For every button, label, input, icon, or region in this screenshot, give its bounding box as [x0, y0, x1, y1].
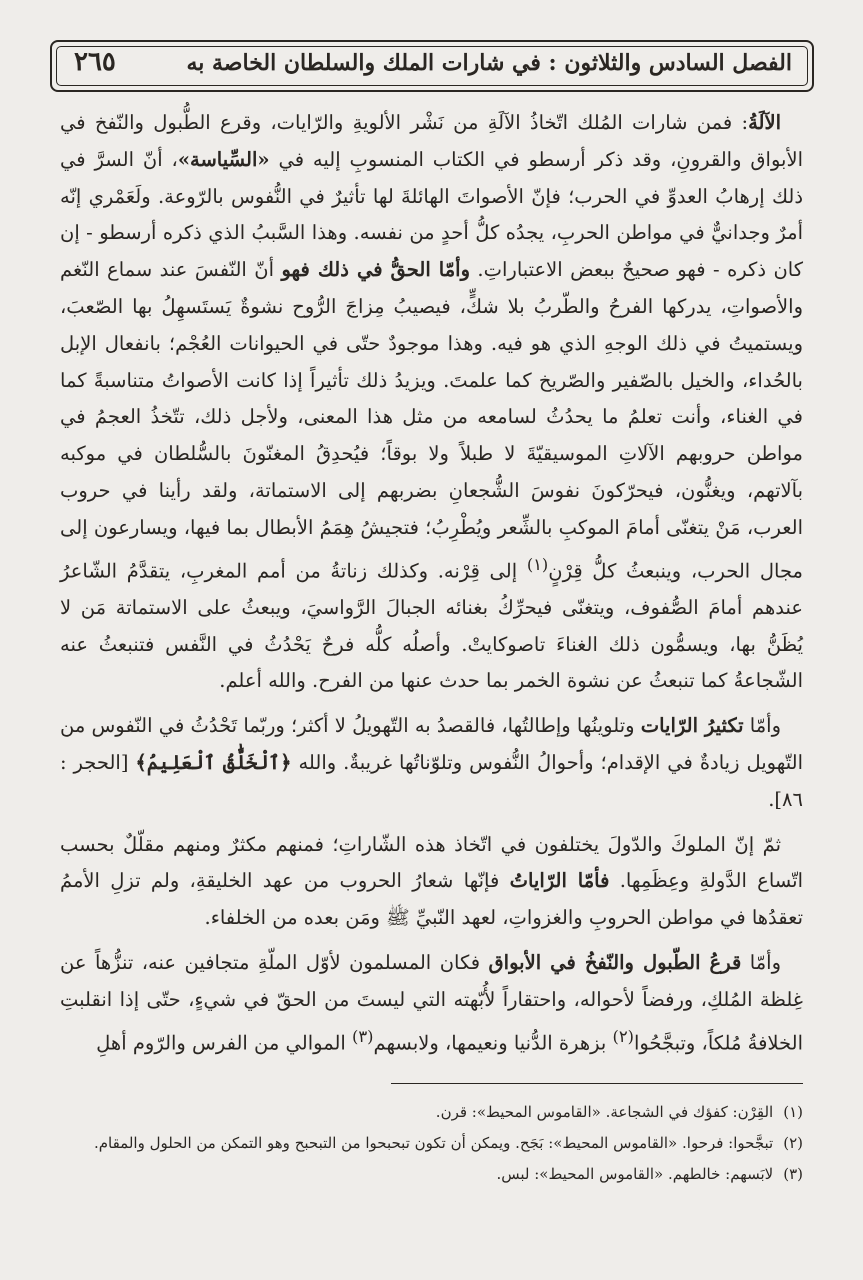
footnote-text: تبجَّحوا: فرحوا. «القاموس المحيط»: بَجَح. ويمكن أن تكون تبحبحوا من التبحبح وهو التمكن من الحلول والمقام. [93, 1134, 774, 1152]
book-title: «السِّياسة» [177, 147, 270, 171]
paragraph-4-text-b: فكان المسلمون لأوّل الملّةِ متجافين عنه، تنزُّهاً عن غِلظة المُلكِ، ورفضاً لأحواله، واحتقاراً لأُبّهته التي ليستَ من الحقّ في شيءٍ، حتّى إذا انقلبتِ الخلافةُ مُلكاً، وتبجَّحُوا [60, 951, 803, 1055]
page-number: ٢٦٥ [74, 47, 116, 77]
quran-quote: ﴿ٱلْخَلَّٰقُ ٱلْعَلِيمُ﴾ [135, 751, 292, 775]
emphasis-phrase: قرعُ الطّبول والنّفخُ في الأبواق [488, 951, 742, 975]
emphasis-phrase: تكثيرُ الرّايات [640, 714, 744, 738]
paragraph-2-text-a: وأمّا [743, 714, 781, 738]
paragraph-1-text-b: ، أنّ السرَّ في ذلك إرهابُ العدوِّ في الحرب؛ فإنّ الأصواتَ الهائلةَ لها تأثيرٌ في النُّفوس بالرّوعة. ولَعَمْري إنّه أمرٌ وجدانيٌّ في مواطن الحربِ، يجدُه كلُّ أحدٍ من نفسه. وهذا السَّببُ الذي ذكره أرسطو - إن كان ذكره - فهو صحيحٌ ببعض الاعتباراتِ. [60, 147, 803, 282]
footnotes [60, 1098, 803, 1191]
footnote-marker-2: (٢) [612, 1026, 634, 1046]
main-text [60, 105, 803, 1070]
footnote [60, 1098, 803, 1126]
paragraph-3-text-a: ثمّ إنّ الملوكَ والدّولَ يختلفون في اتّخاذ هذه الشّاراتِ؛ فمنهم مكثرٌ ومنهم مقلّلٌ بحسب اتّساع الدَّولةِ وعِظَمِها. [60, 832, 803, 893]
footnote-number: (٢) [783, 1134, 803, 1152]
footnote-marker-1: (١) [526, 554, 549, 574]
paragraph-4-text-d: الموالي من الفرس والرّوم أهلِ [96, 1031, 353, 1055]
paragraph-4 [60, 945, 803, 1062]
emphasis-phrase: وأمّا الحقُّ في ذلك فهو [281, 258, 470, 282]
paragraph-3-text-b: فإنّها شعارُ الحروب من عهد الخليقةِ، ولم تزلِ الأممُ تعقدُها في مواطن الحروبِ والغزواتِ، لعهد النّبيِّ ﷺ ومَن بعده من الخلفاء. [60, 869, 803, 930]
paragraph-3 [60, 827, 803, 937]
paragraph-1-text-c: أنّ النّفسَ عند سماع النّغم والأصواتِ، يدركها الفرحُ والطّربُ بلا شكٍّ، فيصيبُ مِزاجَ الرُّوح نشوةٌ يَستَسهِلُ بها الصّعبَ، ويستميتُ في ذلك الوجهِ الذي هو فيه. وهذا موجودٌ حتّى في الحيوانات العُجْم؛ بانفعال الإبل بالحُداء، والخيل بالصّفير والصّريخ كما علمتَ. ويزيدُ ذلك تأثيراً إذا كانت الأصواتُ متناسبةً كما في الغناء، وأنت تعلمُ ما يحدُثُ لسامعه من مثل هذا المعنى، ولأجل ذلك، تتّخذُ العجمُ في مواطن حروبهم الآلاتِ الموسيقيّةَ لا طبلاً ولا بوقاً؛ فيُحدِقُ المغنّونَ بالسُّلطان في موكبه بآلاتهم، ويغنُّون، فيحرّكونَ نفوسَ الشُّجعانِ بضربهم إلى الاستماتة، ولقد رأينا في حروب العرب، مَنْ يتغنّى أمامَ الموكبِ بالشِّعر ويُطْرِبُ؛ فتجيشُ هِمَمُ الأبطال بما فيها، ويسارعون إلى مجال الحرب، وينبعثُ كلُّ قِرْنٍ [60, 258, 803, 583]
paragraph-4-text-c: بزهرة الدُّنيا ونعيمها، ولابسهم [373, 1031, 613, 1055]
footnote-divider [391, 1083, 803, 1084]
paragraph-2-text-b: وتلوينُها وإطالتُها، فالقصدُ به التّهويلُ لا أكثر؛ وربّما تَحْدُثُ في النّفوس من التّهويل زيادةٌ في الإقدام؛ وأحوالُ النُّفوس وتلوّناتُها غريبةٌ. والله [60, 714, 803, 775]
footnote-text: القِرْن: كفؤك في الشجاعة. «القاموس المحيط»: قرن. [435, 1103, 774, 1121]
paragraph-1-text-a: : فمن شارات المُلك اتّخاذُ الآلَةِ من نَشْر الألويةِ والرّايات، وقرع الطُّبول والنّفخ في الأبواق والقرونِ، وقد ذكر أرسطو في الكتاب المنسوبِ إليه في [60, 111, 803, 171]
footnote-text: لابَسهم: خالطهم. «القاموس المحيط»: لبس. [496, 1165, 774, 1183]
running-title: الفصل السادس والثلاثون : في شارات الملك والسلطان الخاصة به [186, 50, 792, 76]
footnote-number: (١) [783, 1103, 803, 1121]
footnote-number: (٣) [783, 1165, 803, 1183]
footnote [60, 1160, 803, 1188]
footnote [60, 1129, 803, 1157]
running-header [50, 40, 814, 92]
paragraph-2 [60, 708, 803, 818]
paragraph-1-text-d: إلى قِرْنه. وكذلك زناتةُ من أمم المغربِ، يتقدَّمُ الشّاعرُ عندهم أمامَ الصُّفوف، ويتغنّى فيحرِّكُ بغنائه الجبالَ الرَّواسيَ، ويبعثُ على الاستماتة مَن لا يُظَنُّ بها، ويسمُّون ذلك الغناءَ تاصوكايتْ. وأصلُه كلُّه فرحٌ يَحْدُثُ في النَّفس فتنبعثُ عنه الشّجاعةُ كما تنبعثُ عن نشوة الخمر بما حدث عنها من الفرح. والله أعلم. [60, 559, 803, 693]
paragraph-4-text-a: وأمّا [741, 951, 781, 975]
emphasis-phrase: فأمّا الرّاياتُ [509, 869, 610, 893]
section-term: الآلَةُ [748, 111, 781, 134]
paragraph-1 [60, 105, 803, 700]
quran-citation: [الحجر : ٨٦]. [60, 751, 803, 811]
footnote-marker-3: (٣) [352, 1026, 374, 1046]
